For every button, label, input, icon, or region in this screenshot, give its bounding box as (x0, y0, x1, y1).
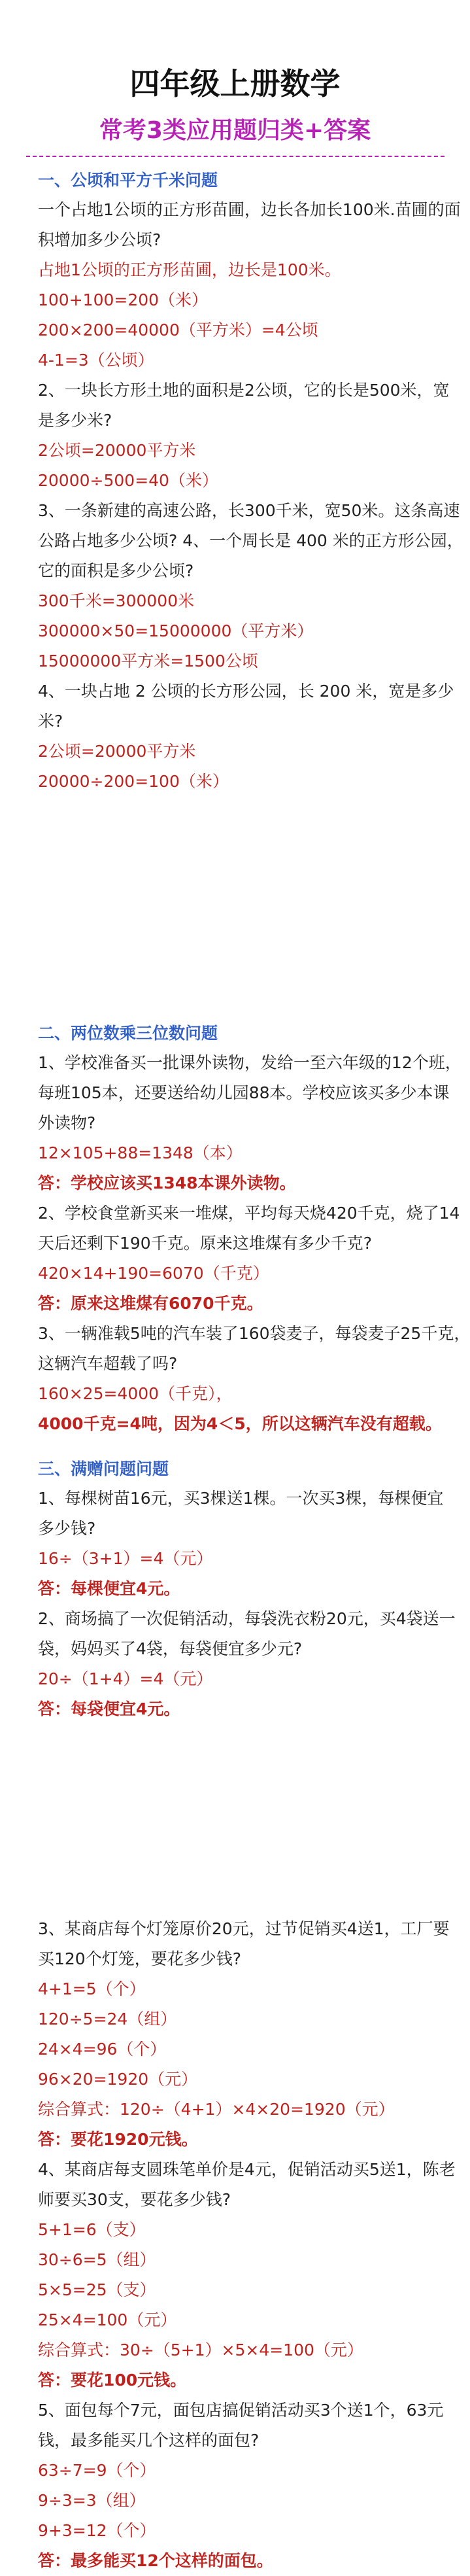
solution-line: 20÷（1+4）=4（元） (38, 1669, 213, 1688)
question-line: 它的面积是多少公顷? (38, 561, 194, 580)
subtitle-divider (26, 156, 445, 157)
question-line: 钱，最多能买几个这样的面包? (38, 2431, 260, 2450)
question-line: 袋，妈妈买了4袋，每袋便宜多少元? (38, 1639, 303, 1658)
solution-line: 120÷5=24（组） (38, 2010, 177, 2028)
answer-statement: 答：学校应该买1348本课外读物。 (38, 1174, 296, 1192)
question-line: 米? (38, 712, 63, 731)
solution-line: 24×4=96（个） (38, 2040, 167, 2059)
solution-line: 300千米=300000米 (38, 591, 195, 610)
section-multiplication-problems (0, 1019, 470, 1439)
text-lines (38, 195, 463, 797)
solution-line: 63÷7=9（个） (38, 2461, 156, 2480)
question-line: 外读物? (38, 1113, 96, 1132)
question-line: 多少钱? (38, 1519, 96, 1538)
question-line: 1、学校准备买一批课外读物，发给一至六年级的12个班， (38, 1053, 462, 1072)
question-line: 天后还剩下190千克。原来这堆煤有多少千克? (38, 1234, 372, 1253)
answer-statement: 答：每袋便宜4元。 (38, 1699, 180, 1718)
answer-statement: 答：原来这堆煤有6070千克。 (38, 1294, 263, 1313)
section-area-problems (0, 166, 470, 797)
text-lines (38, 1048, 470, 1439)
solution-line: 200×200=40000（平方米）=4公顷 (38, 321, 318, 339)
solution-line: 5+1=6（支） (38, 2220, 146, 2239)
page-title: 四年级上册数学 (129, 66, 341, 101)
question-line: 3、某商店每个灯笼原价20元，过节促销买4送1，工厂要 (38, 1919, 450, 1938)
question-line: 是多少米? (38, 411, 112, 430)
solution-line: 420×14+190=6070（千克） (38, 1264, 269, 1283)
question-line: 一个占地1公顷的正方形苗圃，边长各加长100米.苗圃的面 (38, 200, 461, 219)
section-promotion-problems-continued (0, 1914, 470, 2576)
question-line: 4、一块占地 2 公顷的长方形公园，长 200 米，宽是多少 (38, 682, 454, 701)
solution-line: 15000000平方米=1500公顷 (38, 652, 258, 670)
section-title: 二、两位数乘三位数问题 (38, 1024, 218, 1043)
solution-line: 20000÷500=40（米） (38, 471, 218, 490)
section-title: 一、公顷和平方千米问题 (38, 171, 218, 190)
solution-line: 160×25=4000（千克）， (38, 1384, 233, 1403)
solution-line: 占地1公顷的正方形苗圃，边长是100米。 (38, 260, 341, 279)
solution-line: 4-1=3（公顷） (38, 351, 154, 370)
question-line: 3、一辆准载5吨的汽车装了160袋麦子，每袋麦子25千克， (38, 1324, 470, 1343)
question-line: 5、面包每个7元，面包店搞促销活动买3个送1个，63元 (38, 2401, 444, 2420)
solution-line: 4+1=5（个） (38, 1979, 146, 1998)
question-line: 2、学校食堂新买来一堆煤，平均每天烧420千克，烧了14 (38, 1204, 460, 1223)
answer-statement: 答：要花100元钱。 (38, 2371, 187, 2390)
question-line: 4、某商店每支圆珠笔单价是4元，促销活动买5送1，陈老 (38, 2160, 456, 2179)
solution-line: 20000÷200=100（米） (38, 772, 229, 791)
solution-line: 12×105+88=1348（本） (38, 1143, 243, 1162)
solution-line: 100+100=200（米） (38, 290, 209, 309)
page-subtitle: 常考3类应用题归类+答案 (99, 117, 371, 144)
text-lines (38, 1914, 456, 2576)
answer-statement: 4000千克=4吨，因为4＜5，所以这辆汽车没有超载。 (38, 1414, 442, 1433)
question-line: 买120个灯笼，要花多少钱? (38, 1949, 241, 1968)
question-line: 1、每棵树苗16元，买3棵送1棵。一次买3棵，每棵便宜 (38, 1489, 444, 1508)
question-line: 积增加多少公顷? (38, 230, 161, 249)
solution-line: 9÷3=3（组） (38, 2491, 146, 2510)
question-line: 师要买30支，要花多少钱? (38, 2190, 231, 2209)
section-title: 三、满赠问题问题 (38, 1459, 169, 1478)
solution-line: 25×4=100（元） (38, 2310, 177, 2329)
solution-line: 300000×50=15000000（平方米） (38, 621, 314, 640)
question-line: 2、商场搞了一次促销活动，每袋洗衣粉20元，买4袋送一 (38, 1609, 456, 1628)
solution-line: 综合算式：30÷（5+1）×5×4=100（元） (38, 2341, 363, 2359)
question-line: 公路占地多少公顷? 4、一个周长是 400 米的正方形公园， (38, 531, 463, 550)
solution-line: 30÷6=5（组） (38, 2250, 156, 2269)
solution-line: 96×20=1920（元） (38, 2070, 198, 2089)
text-lines (38, 1484, 456, 1724)
solution-line: 16÷（3+1）=4（元） (38, 1549, 213, 1568)
solution-line: 2公顷=20000平方米 (38, 742, 196, 761)
question-line: 这辆汽车超载了吗? (38, 1354, 178, 1373)
question-line: 3、一条新建的高速公路，长300千米，宽50米。这条高速 (38, 501, 460, 520)
answer-statement: 答：最多能买12个这样的面包。 (38, 2551, 273, 2570)
solution-line: 9+3=12（个） (38, 2521, 156, 2540)
question-line: 2、一块长方形土地的面积是2公顷，它的长是500米，宽 (38, 381, 450, 400)
answer-statement: 答：每棵便宜4元。 (38, 1579, 180, 1598)
solution-line: 5×5=25（支） (38, 2280, 156, 2299)
solution-line: 综合算式：120÷（4+1）×4×20=1920（元） (38, 2100, 395, 2119)
section-promotion-problems (0, 1455, 470, 1724)
solution-line: 2公顷=20000平方米 (38, 441, 196, 460)
question-line: 每班105本，还要送给幼儿园88本。学校应该买多少本课 (38, 1083, 450, 1102)
answer-statement: 答：要花1920元钱。 (38, 2130, 198, 2149)
